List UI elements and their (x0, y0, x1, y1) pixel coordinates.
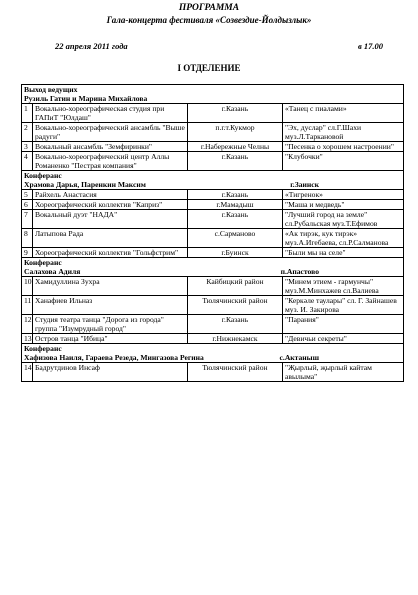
song-title: "Были мы на селе" (283, 248, 404, 258)
performer-name: Вокальный ансамбль "Земфиринки" (33, 142, 188, 152)
block-label: Выход ведущих (24, 85, 78, 94)
row-number: 2 (22, 123, 33, 142)
row-number: 3 (22, 142, 33, 152)
performer-name: Вокально-хореографический ансамбль "Выше радуги" (33, 123, 188, 142)
song-title: "Девичьи секреты" (283, 334, 404, 344)
performer-name: Латыпова Рада (33, 229, 188, 248)
block-label: Конферанс (24, 258, 62, 267)
performer-name: Вокальный дуэт "НАДА" (33, 210, 188, 229)
block-label: Конферанс (24, 344, 62, 353)
song-title: "Минем этием - гармунчы" муз.М.Минхажев сл.Валиева (283, 277, 404, 296)
host-row (22, 85, 404, 104)
performer-name: Остров танца "Ибица" (33, 334, 188, 344)
song-title: "Песенка о хорошем настроении" (283, 142, 404, 152)
row-number: 12 (22, 315, 33, 334)
performer-name: Хореографический коллектив "Каприз" (33, 200, 188, 210)
row-number: 14 (22, 363, 33, 382)
song-title: "Эх, дуслар" сл.Г.Шахи муз.Л.Таркановой (283, 123, 404, 142)
song-title: «Тигренок» (283, 190, 404, 200)
row-number: 11 (22, 296, 33, 315)
song-title: "Җырлый, җырлый кайтам авылыма" (283, 363, 404, 382)
performer-name: Вокально-хореографический центр Аллы Романенко "Пестрая компания" (33, 152, 188, 171)
program-row (22, 152, 404, 171)
performer-city: г.Казань (188, 152, 283, 171)
section-heading: I ОТДЕЛЕНИЕ (177, 63, 241, 73)
row-number: 7 (22, 210, 33, 229)
song-title: "Клубочки" (283, 152, 404, 171)
performer-city: г.Нижнекамск (188, 334, 283, 344)
song-title: «Ак тирэк, кук тирэк» муз.А.Игебаева, сл.Р.Салманова (283, 229, 404, 248)
performer-city: г.Буинск (188, 248, 283, 258)
presenter-place: п.Апастово (280, 267, 320, 276)
row-number: 6 (22, 200, 33, 210)
program-row (22, 277, 404, 296)
program-row (22, 296, 404, 315)
program-row (22, 334, 404, 344)
presenter-place: с.Актаныш (279, 353, 320, 362)
concert-date: 22 апреля 2011 года (55, 41, 128, 51)
program-row (22, 200, 404, 210)
performer-name: Хореографический коллектив "Гольфстрим" (33, 248, 188, 258)
song-title: «Танец с пиалами» (283, 104, 404, 123)
song-title: "Керкәле таулары" сл. Г. Зайнашев муз. И. Закирова (283, 296, 404, 315)
program-row (22, 142, 404, 152)
performer-city: Кайбицкий район (188, 277, 283, 296)
presenter-names: Храмова Дарья, Паренкин Максим (24, 180, 146, 189)
performer-city: с.Сарманово (188, 229, 283, 248)
program-row (22, 229, 404, 248)
performer-name: Райхель Анастасия (33, 190, 188, 200)
performer-name: Студия театра танца "Дорога из города" группа "Изумрудный город" (33, 315, 188, 334)
performer-city: г.Казань (188, 104, 283, 123)
row-number: 4 (22, 152, 33, 171)
performer-name: Вокально-хореографическая студия при ГАПиТ "Юлдаш" (33, 104, 188, 123)
performer-name: Ханафиев Ильназ (33, 296, 188, 315)
row-number: 9 (22, 248, 33, 258)
program-subtitle: Гала-концерта фестиваля «Созвездие-Йолдызлык» (106, 15, 312, 25)
program-row (22, 104, 404, 123)
performer-name: Хамидуллина Зухра (33, 277, 188, 296)
compere-row (22, 344, 404, 363)
performer-city: г.Казань (188, 190, 283, 200)
performer-city: г.Казань (188, 315, 283, 334)
song-title: "Лучший город на земле" сл.Рубальская муз.Т.Ефимов (283, 210, 404, 229)
presenter-names: Салахова Адиля (24, 267, 81, 276)
presenter-place: г.Заинск (290, 180, 320, 189)
performer-name: Бадрутдинов Инсаф (33, 363, 188, 382)
program-row (22, 363, 404, 382)
presenter-names: Рузиль Гатин и Марина Михайлова (24, 94, 148, 103)
program-row (22, 315, 404, 334)
row-number: 5 (22, 190, 33, 200)
song-title: "Парания" (283, 315, 404, 334)
program-row (22, 248, 404, 258)
block-label: Конферанс (24, 171, 62, 180)
row-number: 10 (22, 277, 33, 296)
song-title: "Маша и медведь" (283, 200, 404, 210)
program-title: ПРОГРАММА (178, 3, 240, 13)
presenter-names: Хафизова Наиля, Гараева Резеда, Мингазова Регина (24, 353, 204, 362)
program-row (22, 210, 404, 229)
performer-city: п.г.т.Кукмор (188, 123, 283, 142)
row-number: 8 (22, 229, 33, 248)
program-row (22, 190, 404, 200)
compere-row (22, 258, 404, 277)
program-row (22, 123, 404, 142)
program-table (21, 84, 404, 382)
performer-city: г.Мамадыш (188, 200, 283, 210)
performer-city: г.Набережные Челны (188, 142, 283, 152)
concert-time: в 17.00 (358, 41, 384, 51)
performer-city: г.Казань (188, 210, 283, 229)
compere-row (22, 171, 404, 190)
program-table-body (22, 85, 404, 382)
row-number: 1 (22, 104, 33, 123)
performer-city: Тюлячинский район (188, 363, 283, 382)
row-number: 13 (22, 334, 33, 344)
performer-city: Тюлячинский район (188, 296, 283, 315)
